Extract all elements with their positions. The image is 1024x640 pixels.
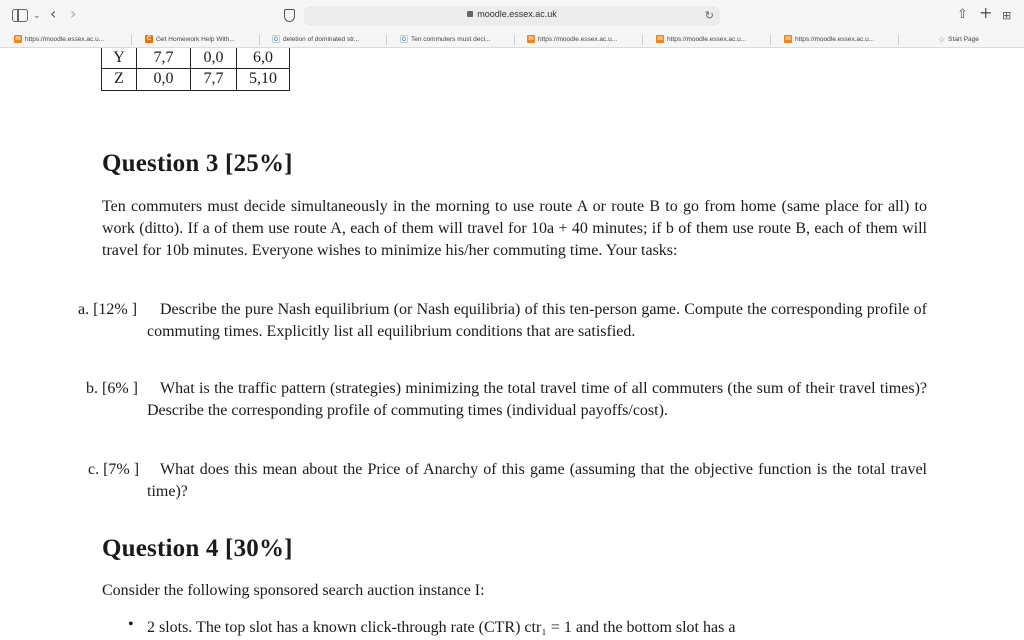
moodle-icon: m — [785, 36, 791, 42]
bookmark-moodle-1[interactable]: m https://moodle.essex.ac.u... — [15, 35, 105, 43]
bookmark-chegg[interactable]: C Get Homework Help With... — [146, 35, 235, 43]
back-arrow-icon[interactable]: ‹ — [50, 4, 57, 23]
question3-item-b-label: b. [6% ] — [86, 380, 138, 397]
question4-heading: Question 4 [30%] — [102, 535, 293, 562]
forward-arrow-icon[interactable]: › — [70, 4, 77, 23]
question4-intro: Consider the following sponsored search auction instance I: — [102, 582, 485, 599]
table-cell: 5,10 — [237, 68, 290, 90]
google-icon: G — [273, 37, 279, 43]
bookmark-google-commuters[interactable]: G Ten commuters must deci... — [401, 35, 491, 43]
bookmark-start-page[interactable]: ☆ Start Page — [938, 35, 979, 44]
star-icon: ☆ — [938, 35, 946, 44]
bookmark-moodle-2[interactable]: m https://moodle.essex.ac.u... — [528, 35, 618, 43]
address-text: moodle.essex.ac.uk — [304, 9, 720, 19]
bullet-icon: • — [128, 616, 134, 633]
tab-overview-icon[interactable]: ⊞ — [1002, 9, 1012, 22]
question3-item-a-label: a. [12% ] — [78, 301, 138, 318]
table-row-label: Y — [102, 48, 137, 68]
table-row — [102, 48, 290, 68]
bookmark-moodle-4[interactable]: m https://moodle.essex.ac.u... — [785, 35, 875, 43]
question3-item-b-text: What is the traffic pattern (strategies) minimizing the total travel time of all commuters (the sum of their travel times)? Describe the corresponding profile of commuting times (individual payoffs/cost). — [147, 380, 927, 419]
question3-intro: Ten commuters must decide simultaneously in the morning to use route A or route B to go from home (same place for all) to work (ditto). If a of them use route A, each of them will travel for 10a + 40 minutes; if b of them use route B, each of them will travel for 10b minutes. Everyone wishes to minimize his/her commuting time. Your tasks: — [102, 198, 927, 259]
question4-bullet-1: 2 slots. The top slot has a known click-through rate (CTR) ctr₁ = 1 and the bottom slot has a — [147, 619, 736, 636]
divider — [131, 35, 132, 45]
table-cell: 0,0 — [137, 68, 191, 90]
browser-toolbar — [0, 0, 1024, 32]
sidebar-toggle-icon[interactable] — [12, 9, 28, 22]
table-cell: 0,0 — [191, 48, 237, 68]
lock-icon — [467, 11, 473, 17]
table-cell: 6,0 — [237, 48, 290, 68]
divider — [898, 35, 899, 45]
chevron-down-icon[interactable]: ⌄ — [33, 11, 41, 21]
reload-icon[interactable]: ↻ — [704, 9, 714, 22]
divider — [770, 35, 771, 45]
moodle-icon: m — [528, 36, 534, 42]
table-cell: 7,7 — [137, 48, 191, 68]
bookmark-google-deletion[interactable]: G deletion of dominated str... — [273, 35, 360, 43]
divider — [259, 35, 260, 45]
table-row — [102, 68, 290, 90]
table-row-label: Z — [102, 68, 137, 90]
question3-heading: Question 3 [25%] — [102, 150, 293, 177]
divider — [514, 35, 515, 45]
question3-item-a-text: Describe the pure Nash equilibrium (or Nash equilibria) of this ten-person game. Compute the corresponding profile of commuting times. Explicitly list all equilibrium conditions that are satisfied. — [147, 301, 927, 340]
question3-item-c-text: What does this mean about the Price of Anarchy of this game (assuming that the objective function is the total travel time)? — [147, 461, 927, 500]
bookmarks-bar — [0, 32, 1024, 48]
chegg-icon: C — [146, 36, 152, 42]
payoff-table — [101, 48, 290, 91]
divider — [386, 35, 387, 45]
moodle-icon: m — [657, 36, 663, 42]
question3-item-c-label: c. [7% ] — [88, 461, 140, 478]
privacy-shield-icon[interactable] — [284, 9, 295, 22]
google-icon: G — [401, 37, 407, 43]
new-tab-icon[interactable]: + — [979, 3, 993, 22]
share-icon[interactable]: ⇧ — [957, 7, 968, 22]
bookmark-moodle-3[interactable]: m https://moodle.essex.ac.u... — [657, 35, 747, 43]
table-cell: 7,7 — [191, 68, 237, 90]
document-viewer — [0, 48, 1024, 640]
moodle-icon: m — [15, 36, 21, 42]
divider — [642, 35, 643, 45]
address-bar[interactable] — [304, 6, 720, 26]
